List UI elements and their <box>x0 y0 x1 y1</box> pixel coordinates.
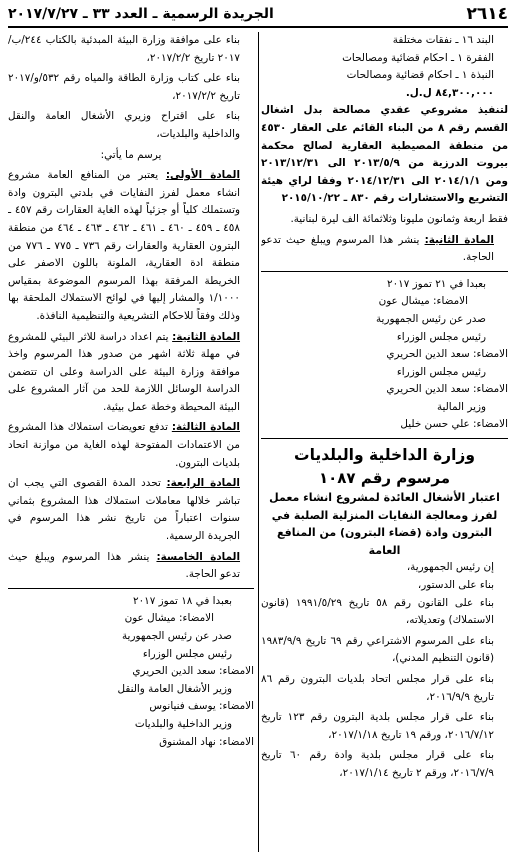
article-4 <box>8 475 254 545</box>
gazette-issue-line: الجريدة الرسمية ـ العدد ٣٣ ـ ٢٠١٧/٧/٢٧ <box>8 6 274 22</box>
article-1-text: يعتبر من المنافع العامة مشروع انشاء معمل لفرز النفايات في بلدتي البترون وادة وتستملك كلياً أو جزئياً لهذه الغاية العقارات رقم ٤٥٧ ـ ٤٥٨ ـ ٤٥٩ ـ ٤٦٠ ـ ٤٦١ ـ ٤٦٢ ـ ٤٦٣ ـ ٤٦٤ من منطقة البترون العقارية والعقارات رقم ٧٣٦ ـ ٧٧٥ ـ ٧٧٦ من منطقة ادة العقارية، الملونة باللون الاصفر على الخريطة المرفقة بهذا المرسوم الموضوعة بمقياس ١/١٠٠٠ والمشار إليها في لوائح الاستملاك الملحقة بها وذلك وفقاً للاحكام التشريعية والتنظيمية النافذة. <box>8 169 241 322</box>
decree-date: بعبدا في ١٨ تموز ٢٠١٧ <box>132 594 232 607</box>
finance-minister-signature: الامضاء: علي حسن خليل <box>400 418 508 431</box>
interior-minister-signature: الامضاء: نهاد المشنوق <box>159 735 254 748</box>
budget-item: الفقرة ١ ـ احكام قضائية ومصالحات <box>342 51 494 64</box>
president-signature: الامضاء: ميشال عون <box>124 612 214 625</box>
amount: ٨٤,٣٠٠,٠٠٠ ل.ل. <box>405 86 494 99</box>
decree-title: اعتبار الأشغال العائدة لمشروع انشاء معمل لفرز ومعالجة النفايات المنزلية الصلبة في البترون وادة (قضاء البترون) من المنافع العامة <box>269 491 500 557</box>
article-5-text: ينشر هذا المرسوم ويبلغ حيث تدعو الحاجة. <box>8 550 240 581</box>
preamble-line: بناء على الدستور، <box>417 579 494 592</box>
separator <box>8 588 254 589</box>
article-2-text: يتم اعداد دراسة للاثر البيئي للمشروع في مهلة ثلاثة اشهر من صدور هذا المرسوم واخذ موافقة وزارة البيئة على الدراسة وعلى ان تتضمن الدراسة الوسائل اللازمة للحد من آثار المشروع على البيئة المحيطة وخطة عمل بيئية. <box>8 330 240 413</box>
preamble-line: بناء على كتاب وزارة الطاقة والمياه رقم ٥٣٢/و/٢٠١٧ تاريخ ٢٠١٧/٢/٢، <box>8 72 240 102</box>
article-2-label: المادة الثانية: <box>172 330 241 343</box>
article-2 <box>261 232 508 267</box>
president-signature: الامضاء: ميشال عون <box>378 295 468 308</box>
right-column <box>261 32 508 854</box>
preamble <box>261 559 508 782</box>
decrees-intro: يرسم ما يأتي: <box>100 148 162 161</box>
article-4-text: تحدد المدة القصوى التي يجب ان تباشر خلالها معاملات استملاك هذا المشروع بثماني سنوات اعتباراً من تاريخ نشر هذا المرسوم في الجريدة الرسمية. <box>8 477 240 543</box>
preamble-line: بناء على القانون رقم ٥٨ تاريخ ١٩٩١/٥/٢٩ (قانون الاستملاك) وتعديلاته، <box>261 596 494 627</box>
interior-minister-title: وزير الداخلية والبلديات <box>134 717 232 730</box>
preamble-line: إن رئيس الجمهورية، <box>406 561 494 574</box>
pm-signature-2: الامضاء: سعد الدين الحريري <box>386 383 508 396</box>
works-minister-title: وزير الأشغال العامة والنقل <box>117 682 232 695</box>
issued-by: صدر عن رئيس الجمهورية <box>121 630 232 642</box>
amount-in-words: فقط اربعة وثمانون مليونا وثلاثمائة الف ليرة لبنانية. <box>290 212 508 225</box>
ministry-heading: وزارة الداخلية والبلديات <box>294 446 475 465</box>
left-column <box>8 32 254 854</box>
article-4-label: المادة الرابعة: <box>166 477 240 490</box>
preamble-line: بناء على المرسوم الاشتراعي رقم ٦٩ تاريخ ١٩٨٣/٩/٩ (قانون التنظيم المدني)، <box>261 634 495 665</box>
purpose-text: لتنفيذ مشروعي عقدي مصالحة بدل اشغال القسم رقم ٨ من البناء القائم على العقار ٤٥٣٠ من منطقة المصيطبة العقارية لصالح محكمة بيروت الدرزية من ٢٠١٣/٥/٩ الى ٢٠١٣/١٢/٣١ ومن ٢٠١٤/١/١ الى ٢٠١٤/١٢/٣١ وفقا لراي هيئة التشريع والاستشارات رقم ٨٣٠ ـ ٢٠١٥/١٠/٢٢ <box>261 104 508 205</box>
preamble-line: بناء على اقتراح وزيري الأشغال العامة والنقل والداخلية والبلديات، <box>8 110 240 140</box>
pm-title: رئيس مجلس الوزراء <box>396 330 486 343</box>
page-number: ٢٦١٤ <box>466 4 508 24</box>
article-1-label: المادة الأولى: <box>165 169 241 182</box>
works-minister-signature: الامضاء: يوسف فنيانوس <box>149 700 254 713</box>
article-2-label: المادة الثانية: <box>424 233 494 246</box>
decree-date: بعبدا في ٢١ تموز ٢٠١٧ <box>386 277 486 290</box>
article-5-label: المادة الخامسة: <box>156 550 241 563</box>
pm-title-2: رئيس مجلس الوزراء <box>396 365 486 378</box>
article-1 <box>8 167 254 325</box>
article-3 <box>8 419 254 472</box>
budget-item: النبذة ١ ـ احكام قضائية ومصالحات <box>346 69 494 82</box>
finance-minister-title: وزير المالية <box>436 400 486 413</box>
preamble-line: بناء على قرار مجلس بلدية وادة رقم ٦٠ تاريخ ٢٠١٦/٧/٩، ورقم ٢ تاريخ ٢٠١٧/١/١٤، <box>261 749 494 779</box>
budget-items <box>261 32 508 85</box>
budget-item: البند ١٦ ـ نفقات مختلفة <box>392 34 494 46</box>
issued-by: صدر عن رئيس الجمهورية <box>375 312 486 325</box>
preamble-line: بناء على موافقة وزارة البيئة المبدئية بالكتاب ٢٤٤/ب/٢٠١٧ تاريخ ٢٠١٧/٢/٢، <box>8 34 240 64</box>
separator <box>261 271 508 272</box>
article-3-label: المادة الثالثة: <box>171 421 240 434</box>
pm-signature: الامضاء: سعد الدين الحريري <box>386 348 508 361</box>
pm-title: رئيس مجلس الوزراء <box>142 647 232 660</box>
page-header <box>8 2 508 28</box>
article-5 <box>8 549 254 584</box>
column-divider <box>258 32 259 852</box>
decree-number: مرسوم رقم ١٠٨٧ <box>318 469 451 488</box>
pm-signature: الامضاء: سعد الدين الحريري <box>132 665 254 678</box>
article-3-text: تدفع تعويضات استملاك هذا المشروع من الاعتمادات المفتوحة لهذه الغاية من موازنة اتحاد بلديات البترون. <box>8 421 240 469</box>
article-2 <box>8 329 254 417</box>
preamble-line: بناء على قرار مجلس اتحاد بلديات البترون رقم ٨٦ تاريخ ٢٠١٦/٩/٩، <box>261 673 494 703</box>
article-2-text: ينشر هذا المرسوم ويبلغ حيث تدعو الحاجة. <box>261 233 494 264</box>
separator <box>261 438 508 439</box>
preamble-line: بناء على قرار مجلس بلدية البترون رقم ١٢٣ تاريخ ٢٠١٦/٧/١٢، ورقم ١٩ تاريخ ٢٠١٧/١/١٨، <box>261 711 494 741</box>
